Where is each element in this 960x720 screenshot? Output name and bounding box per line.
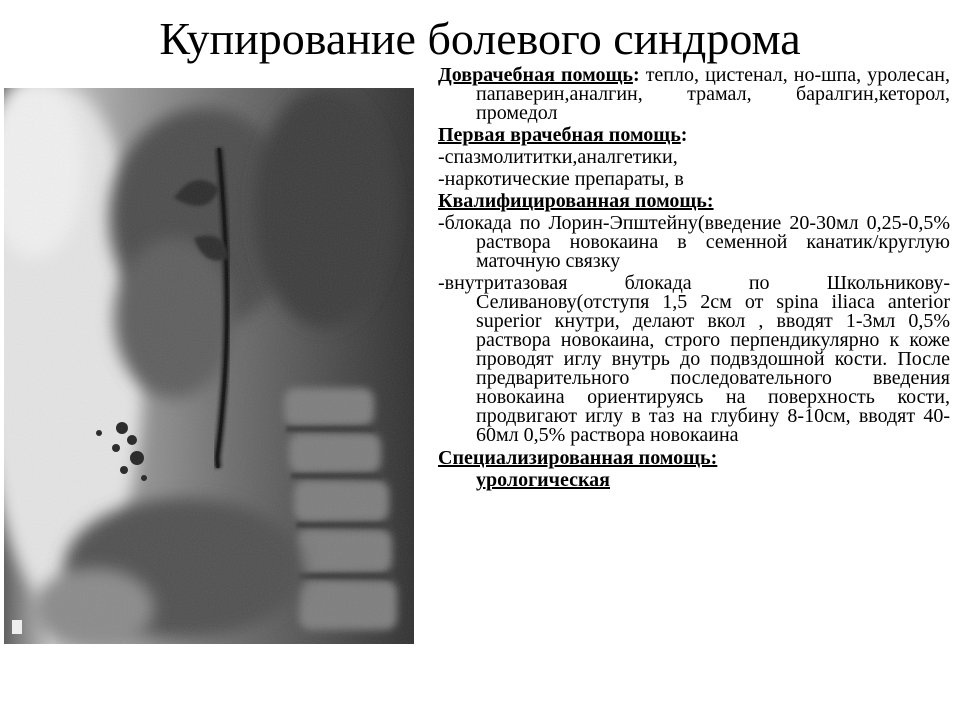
qualified-heading: Квалифицированная помощь:	[438, 190, 714, 212]
first-aid-item-0: -спазмолититки,аналгетики,	[438, 146, 678, 168]
first-aid-heading: Первая врачебная помощь	[438, 124, 681, 146]
xray-image	[4, 88, 414, 644]
first-aid-item-1: -наркотические препараты, в	[438, 168, 684, 190]
specialized-text-line	[438, 471, 950, 490]
specialized-heading: Специализированная помощь:	[438, 447, 718, 469]
first-aid-heading-line	[438, 126, 950, 145]
specialized-text: урологическая	[476, 469, 611, 491]
prehospital-colon: :	[632, 64, 640, 86]
qualified-item-0: -блокада по Лорин-Эпштейну(введение 20-30мл 0,25-0,5% раствора новокаина в семенной канатик/круглую маточную связку	[438, 212, 950, 272]
specialized-heading-line	[438, 449, 950, 468]
prehospital-paragraph	[438, 66, 950, 123]
prehospital-heading: Доврачебная помощь	[438, 64, 633, 86]
slide-title: Купирование болевого синдрома	[159, 13, 801, 64]
prehospital-text: тепло, цистенал, но-шпа, уролесан, папаверин,аналгин, трамал, баралгин,кеторол, промедол	[476, 64, 950, 124]
qualified-item-1: -внутритазовая блокада по Школьникову-Селиванову(отступя 1,5 2см от spina iliaca anterior superior кнутри, делают вкол , вводят 1-3мл 0,5% раствора новокаина, строго перпендикулярно к коже проводят иглу внутрь до подвздошной кости. После предварительного последовательного введения новокаина ориентируясь на поверхность кости, продвигают иглу в таз на глубину 8-10см, вводят 40-60мл 0,5% раствора новокаина	[438, 272, 950, 446]
qualified-heading-line	[438, 192, 950, 211]
first-aid-colon: :	[680, 124, 688, 146]
content-block	[438, 66, 950, 493]
